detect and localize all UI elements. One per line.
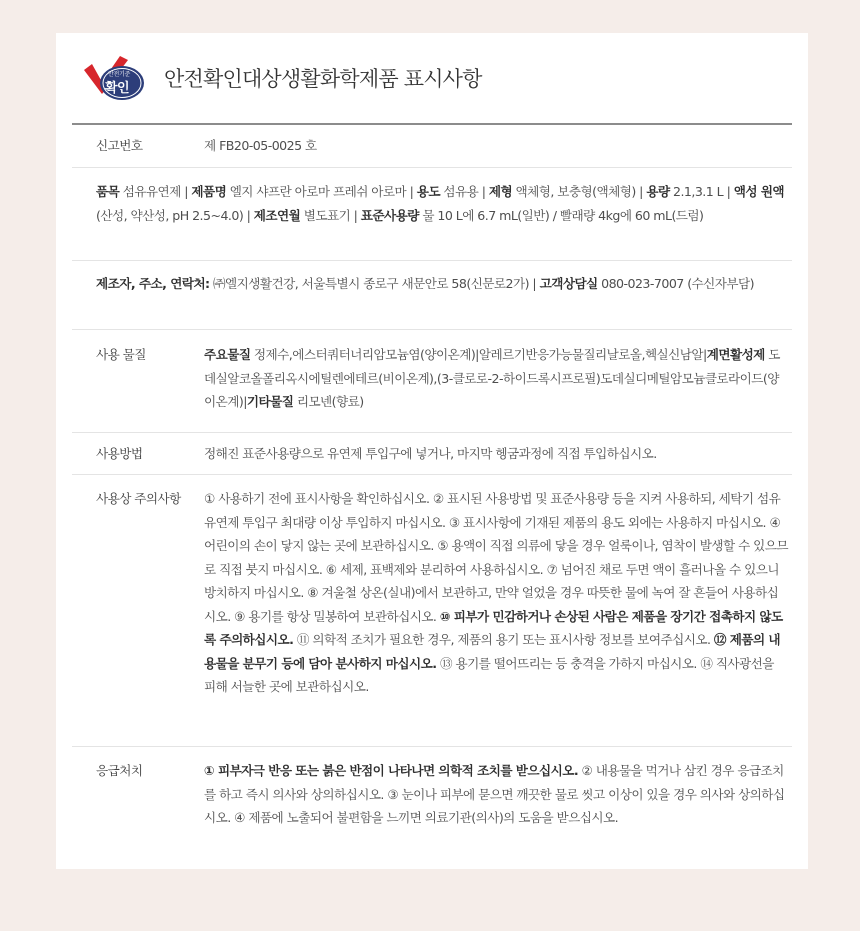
label-card	[56, 33, 808, 869]
report-number-value: 제 FB20-05-0025 호	[204, 138, 317, 154]
product-info-row	[72, 168, 792, 261]
first-aid-text-1: ② 내용물을 먹거나 삼킨 경우 응급조치를 하고 즉시 의사와 상의하십시오. ③ 눈이나 피부에 묻으면 깨끗한 물로 씻고 이상이 있을 경우 의사와 상의하십시오. ④ 제품에 노출되어 불편함을 느끼면 의료기관(의사)의 도움을 받으십시오.	[204, 763, 785, 825]
logo-top-text: 안전기준	[108, 71, 130, 78]
substances-row	[72, 330, 792, 433]
first-aid-bold-1: ① 피부자극 반응 또는 붉은 반점이 나타나면 의학적 조치를 받으십시오.	[204, 763, 579, 778]
other-substance-term: 기타물질	[246, 394, 294, 409]
capacity-term: 용량	[646, 184, 670, 199]
cautions-row	[72, 475, 792, 747]
substances-label: 사용 물질	[96, 347, 146, 362]
usage-row	[72, 433, 792, 475]
manufacturer-row	[72, 261, 792, 330]
first-aid-label: 응급처치	[96, 763, 143, 778]
standard-usage-value: 물 10 L에 6.7 mL(일반) / 빨래량 4kg에 60 mL(드럼)	[418, 207, 704, 223]
purpose-value: 섬유용 |	[439, 184, 489, 199]
usage-value: 정해진 표준사용량으로 유연제 투입구에 넣거나, 마지막 헹굼과정에 직접 투입하십시오.	[204, 445, 657, 461]
other-substance-value: 리모넨(향료)	[293, 394, 364, 409]
page-title: 안전확인대상생활화학제품 표시사항	[164, 67, 482, 91]
customer-center-value: 080-023-7007 (수신자부담)	[597, 276, 754, 291]
main-substance-value: 정제수,에스터쿼터너리암모늄염(양이온계)|알레르기반응가능물질리날로올,헥실신남알|	[250, 347, 707, 362]
manufacturer-value: ㈜엘지생활건강, 서울특별시 종로구 새문안로 58(신문로2가) |	[209, 276, 540, 291]
logo-main-text: 확인	[105, 81, 130, 96]
form-value: 액체형, 보충형(액체형) |	[512, 184, 647, 199]
surfactant-term: 계면활성제	[706, 347, 765, 362]
item-value: 섬유유연제 |	[119, 184, 192, 199]
standard-usage-term: 표준사용량	[360, 207, 419, 223]
report-number-row	[72, 125, 792, 168]
purpose-term: 용도	[416, 184, 440, 199]
manufacture-date-value: 별도표기 |	[300, 207, 361, 223]
product-name-term: 제품명	[191, 184, 227, 199]
cautions-text-3: ⑬ 용기를 떨어뜨리는 등 충격을 가하지 마십시오. ⑭ 직사광선을 피해 서늘한 곳에 보관하십시오.	[204, 655, 774, 694]
substances-value	[204, 343, 792, 432]
header	[72, 33, 792, 125]
cautions-label: 사용상 주의사항	[96, 491, 181, 506]
first-aid-value	[204, 759, 792, 867]
product-name-value: 엘지 샤프란 아로마 프레쉬 아로마 |	[226, 184, 417, 199]
cautions-text-2: ⑪ 의학적 조치가 필요한 경우, 제품의 용기 또는 표시사항 정보를 보여주십시오.	[293, 632, 714, 647]
manufacturer-text	[72, 272, 792, 329]
manufacture-date-term: 제조연월	[253, 207, 301, 223]
ph-term: 액성 원액	[733, 184, 785, 199]
main-substance-term: 주요물질	[204, 347, 251, 362]
customer-center-term: 고객상담실	[539, 276, 598, 291]
surfactant-value: 도데실알코올폴리옥시에틸렌에테르(비이온계),(3-클로로-2-하이드록시프로필)도데실디메틸암모늄클로라이드(양이온계)|	[204, 347, 780, 409]
usage-label: 사용방법	[96, 445, 143, 461]
cautions-bold-1: ⑩ 피부가 민감하거나 손상된 사람은 제품을 장기간 접촉하지 않도록 주의하십시오.	[204, 608, 783, 647]
report-number-label: 신고번호	[96, 138, 143, 154]
ph-value: (산성, 약산성, pH 2.5~4.0) |	[96, 207, 254, 223]
item-term: 품목	[96, 184, 120, 199]
manufacturer-term: 제조자, 주소, 연락처:	[96, 276, 210, 291]
cautions-text-1: ① 사용하기 전에 표시사항을 확인하십시오. ② 표시된 사용방법 및 표준사용량 등을 지켜 사용하되, 세탁기 섬유유연제 투입구 최대량 이상 투입하지 마십시오. ③ 표시사항에 기재된 제품의 용도 외에는 사용하지 마십시오. ④ 어린이의 손이 닿지 않는 곳에 보관하십시오. ⑤ 용액이 직접 의류에 닿을 경우 얼룩이나, 염착이 발생할 수 있으므로 직접 붓지 마십시오. ⑥ 세제, 표백제와 분리하여 사용하십시오. ⑦ 넘어진 채로 두면 액이 흘러나올 수 있으니 방치하지 마십시오. ⑧ 겨울철 상온(실내)에서 보관하고, 만약 얼었을 경우 따뜻한 물에 녹여 잘 흔들어 사용하십시오. ⑨ 용기를 항상 밀봉하여 보관하십시오.	[204, 491, 788, 624]
first-aid-row	[72, 747, 792, 867]
safety-check-logo-icon	[80, 50, 150, 106]
form-term: 제형	[488, 184, 513, 199]
cautions-value	[204, 487, 792, 746]
cautions-bold-2: ⑫ 제품의 내용물을 분무기 등에 담아 분사하지 마십시오.	[204, 632, 781, 671]
capacity-value: 2.1,3.1 L |	[669, 184, 734, 199]
product-info-text	[72, 180, 792, 260]
